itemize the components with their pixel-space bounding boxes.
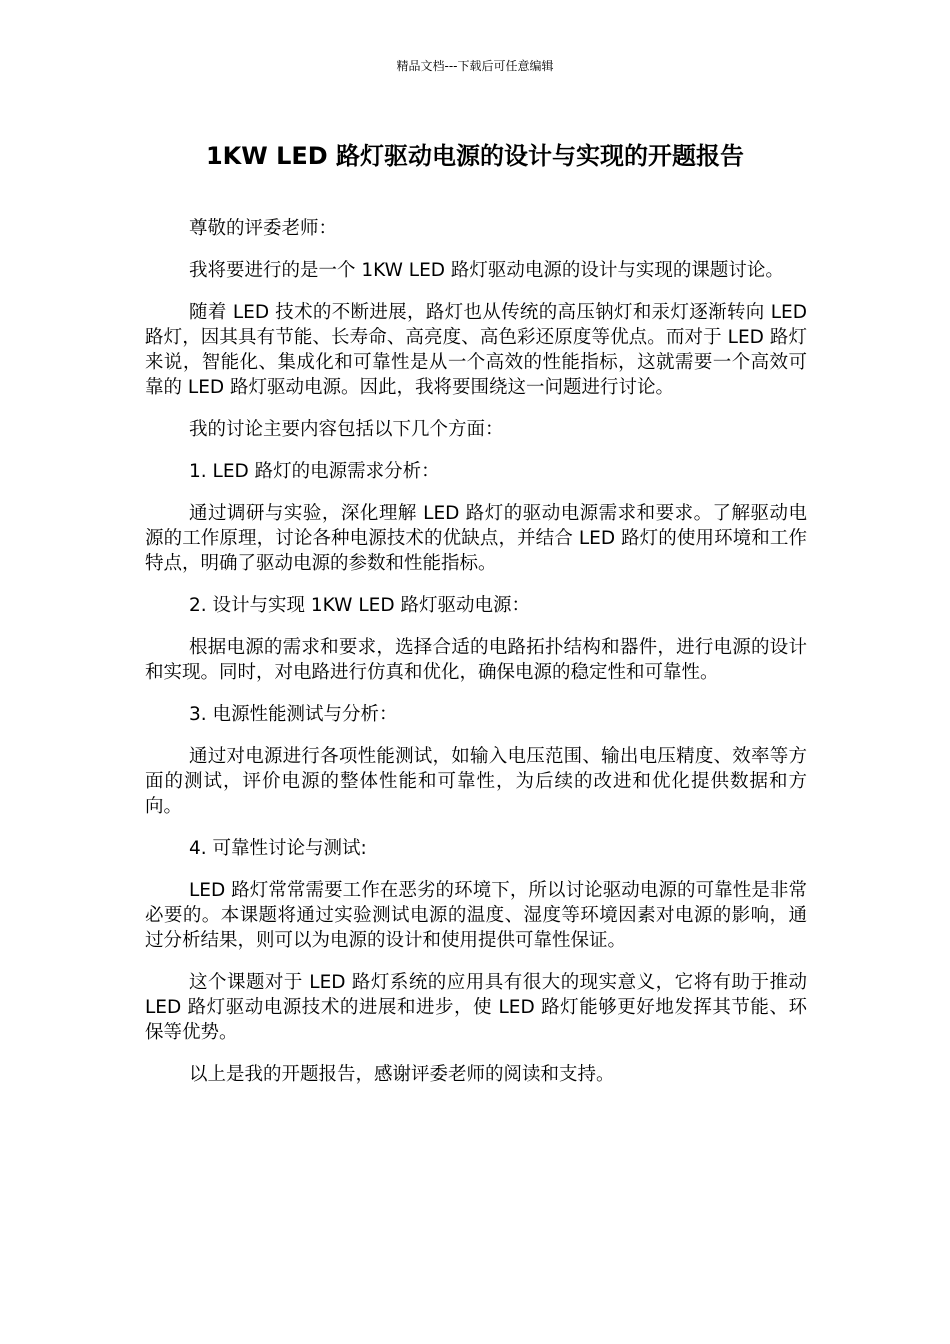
document-title: 1KW LED 路灯驱动电源的设计与实现的开题报告: [205, 142, 745, 170]
salutation-paragraph: 尊敬的评委老师：: [189, 218, 338, 239]
header-note: 精品文档---下载后可任意编辑: [396, 59, 554, 73]
section-heading-3: 3. 电源性能测试与分析：: [189, 704, 398, 725]
section-body-3: 通过对电源进行各项性能测试，如输入电压范围、输出电压精度、效率等方面的测试，评价电源的整体性能和可靠性，为后续的改进和优化提供数据和方向。: [145, 746, 807, 817]
section-heading-1: 1. LED 路灯的电源需求分析：: [189, 461, 440, 482]
section-heading-2: 2. 设计与实现 1KW LED 路灯驱动电源：: [189, 595, 530, 616]
section-body-2: 根据电源的需求和要求，选择合适的电路拓扑结构和器件，进行电源的设计和实现。同时，对电路进行仿真和优化，确保电源的稳定性和可靠性。: [145, 637, 807, 683]
section-heading-4: 4. 可靠性讨论与测试:: [189, 838, 367, 859]
background-paragraph: 随着 LED 技术的不断进展，路灯也从传统的高压钠灯和汞灯逐渐转向 LED 路灯，因其具有节能、长寿命、高亮度、高色彩还原度等优点。而对于 LED 路灯来说，智能化、集成化和可靠性是从一个高效的性能指标，这就需要一个高效可靠的 LED 路灯驱动电源。因此，我将要围绕这一问题进行讨论。: [145, 302, 807, 398]
intro-paragraph: 我将要进行的是一个 1KW LED 路灯驱动电源的设计与实现的课题讨论。: [189, 260, 784, 281]
section-body-4: LED 路灯常常需要工作在恶劣的环境下，所以讨论驱动电源的可靠性是非常必要的。本课题将通过实验测试电源的温度、湿度等环境因素对电源的影响，通过分析结果，则可以为电源的设计和使用提供可靠性保证。: [145, 880, 807, 951]
significance-paragraph: 这个课题对于 LED 路灯系统的应用具有很大的现实意义，它将有助于推动 LED 路灯驱动电源技术的进展和进步，使 LED 路灯能够更好地发挥其节能、环保等优势。: [145, 972, 807, 1043]
contents-lead-paragraph: 我的讨论主要内容包括以下几个方面：: [189, 419, 504, 440]
document-body: [145, 216, 807, 1104]
closing-paragraph: 以上是我的开题报告，感谢评委老师的阅读和支持。: [189, 1064, 615, 1085]
section-body-1: 通过调研与实验，深化理解 LED 路灯的驱动电源需求和要求。了解驱动电源的工作原理，讨论各种电源技术的优缺点，并结合 LED 路灯的使用环境和工作特点，明确了驱动电源的参数和性能指标。: [145, 503, 807, 574]
